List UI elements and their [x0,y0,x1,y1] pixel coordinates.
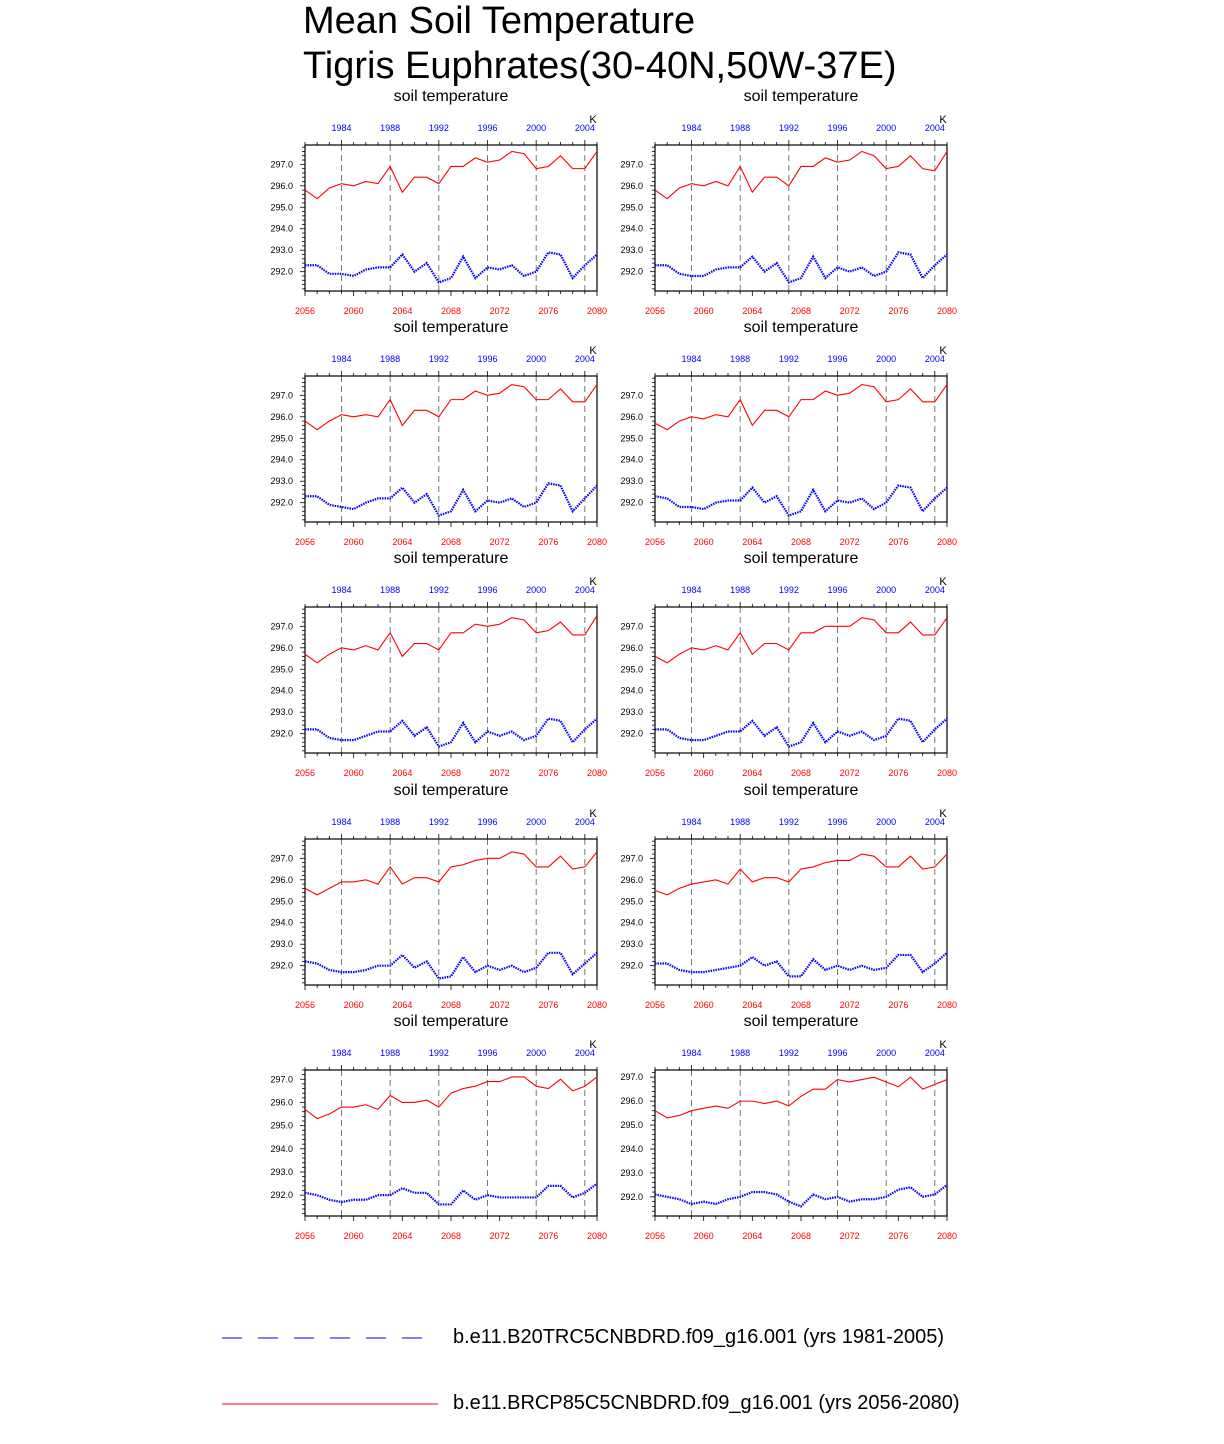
y-tick-label: 296.0 [270,180,293,191]
x-tick-label-bottom: 2076 [888,306,909,316]
x-tick-label-top: 2000 [526,354,547,364]
x-tick-label-bottom: 2068 [790,537,812,547]
y-tick-label: 296.0 [270,411,293,422]
x-tick-label-bottom: 2060 [343,1000,364,1010]
y-tick-label: 295.0 [270,1120,293,1131]
x-tick-label-top: 2000 [876,817,897,827]
series-line-historical [305,1184,597,1205]
y-tick-label: 293.0 [620,1167,643,1178]
x-tick-label-top: 1992 [778,1048,799,1058]
units-label: K [939,576,947,588]
y-tick-label: 293.0 [270,476,293,487]
x-tick-label-top: 1992 [428,817,449,827]
y-tick-label: 295.0 [620,1120,643,1131]
panel-title: soil temperature [743,88,859,105]
x-tick-label-bottom: 2064 [392,1000,413,1010]
plot-frame [305,376,597,522]
main-title-line-2: Tigris Euphrates(30-40N,50W-37E) [303,45,897,87]
plot-frame [655,376,947,522]
x-tick-label-top: 1992 [428,354,449,364]
x-tick-label-top: 1988 [380,123,401,133]
panel-title: soil temperature [743,782,859,799]
x-tick-label-bottom: 2080 [936,1231,958,1241]
x-tick-label-top: 1988 [730,1048,751,1058]
x-tick-label-top: 2004 [574,354,595,364]
y-tick-label: 296.0 [270,642,293,653]
x-tick-label-bottom: 2080 [936,1000,958,1010]
x-tick-label-bottom: 2068 [440,306,462,316]
series-line-historical [655,719,947,747]
x-tick-label-top: 1992 [428,585,449,595]
x-tick-label-top: 2000 [876,354,897,364]
panel-10 [620,1013,957,1241]
x-tick-label-bottom: 2064 [742,768,763,778]
x-tick-label-top: 1988 [380,585,401,595]
x-tick-label-top: 1996 [827,354,848,364]
y-tick-label: 296.0 [620,1096,643,1107]
x-tick-label-top: 1996 [477,585,498,595]
x-tick-label-bottom: 2080 [586,1231,608,1241]
y-tick-label: 295.0 [270,664,293,675]
x-tick-label-bottom: 2080 [586,1000,608,1010]
panel-4 [620,319,957,547]
x-tick-label-bottom: 2056 [644,768,666,778]
x-tick-label-bottom: 2072 [839,537,860,547]
y-tick-label: 292.0 [620,728,643,739]
y-tick-label: 296.0 [620,874,643,885]
panel-title: soil temperature [743,319,859,336]
x-tick-label-bottom: 2056 [294,1000,316,1010]
x-tick-label-top: 1984 [331,817,352,827]
y-tick-label: 295.0 [270,202,293,213]
x-tick-label-bottom: 2072 [489,537,510,547]
x-tick-label-bottom: 2060 [693,537,714,547]
x-tick-label-top: 1988 [380,817,401,827]
x-tick-label-top: 1984 [681,354,702,364]
panel-1 [270,88,607,316]
x-tick-label-bottom: 2076 [538,1231,559,1241]
series-line-future [655,1077,947,1118]
x-tick-label-top: 2004 [574,1048,595,1058]
y-tick-label: 292.0 [270,1190,293,1201]
y-tick-label: 296.0 [620,642,643,653]
x-tick-label-top: 1996 [827,585,848,595]
x-tick-label-top: 1996 [477,123,498,133]
y-tick-label: 293.0 [270,707,293,718]
y-tick-label: 296.0 [270,1097,293,1108]
x-tick-label-bottom: 2056 [644,537,666,547]
x-tick-label-bottom: 2068 [790,768,812,778]
x-tick-label-bottom: 2064 [742,1231,763,1241]
x-tick-label-top: 1988 [730,354,751,364]
units-label: K [939,345,947,357]
y-tick-label: 293.0 [620,707,643,718]
x-tick-label-top: 2004 [574,585,595,595]
y-tick-label: 294.0 [620,223,643,234]
x-tick-label-bottom: 2072 [839,768,860,778]
panel-title: soil temperature [393,319,509,336]
plot-frame [655,839,947,985]
x-tick-label-bottom: 2072 [839,306,860,316]
x-tick-label-top: 1988 [380,1048,401,1058]
x-tick-label-bottom: 2072 [839,1000,860,1010]
x-tick-label-top: 1996 [827,1048,848,1058]
units-label: K [589,114,597,126]
x-tick-label-top: 1992 [778,123,799,133]
x-tick-label-top: 1992 [428,123,449,133]
panel-5 [270,550,607,778]
x-tick-label-top: 2004 [924,1048,945,1058]
y-tick-label: 297.0 [270,1074,293,1085]
panel-6 [620,550,957,778]
x-tick-label-top: 1996 [827,123,848,133]
x-tick-label-bottom: 2060 [693,1231,714,1241]
x-tick-label-top: 1984 [331,123,352,133]
units-label: K [939,808,947,820]
y-tick-label: 294.0 [270,1143,293,1154]
y-tick-label: 297.0 [620,853,643,864]
x-tick-label-bottom: 2064 [392,537,413,547]
x-tick-label-bottom: 2072 [489,1231,510,1241]
x-tick-label-bottom: 2064 [392,306,413,316]
series-line-historical [305,483,597,515]
y-tick-label: 292.0 [620,960,643,971]
x-tick-label-bottom: 2056 [644,1231,666,1241]
x-tick-label-top: 2004 [924,123,945,133]
x-tick-label-top: 2000 [526,123,547,133]
x-tick-label-top: 1996 [477,817,498,827]
panel-7 [270,782,607,1010]
panel-title: soil temperature [393,1013,509,1030]
x-tick-label-bottom: 2056 [294,537,316,547]
x-tick-label-bottom: 2076 [538,768,559,778]
y-tick-label: 296.0 [270,874,293,885]
x-tick-label-bottom: 2080 [586,768,608,778]
x-tick-label-top: 1984 [681,123,702,133]
y-tick-label: 297.0 [620,159,643,170]
x-tick-label-bottom: 2068 [440,768,462,778]
y-tick-label: 297.0 [620,390,643,401]
x-tick-label-top: 1996 [477,1048,498,1058]
y-tick-label: 295.0 [270,433,293,444]
series-line-future [655,385,947,430]
x-tick-label-top: 2000 [526,1048,547,1058]
series-line-future [305,385,597,430]
x-tick-label-top: 1996 [827,817,848,827]
x-tick-label-top: 2000 [526,817,547,827]
units-label: K [589,345,597,357]
units-label: K [589,808,597,820]
x-tick-label-top: 1988 [380,354,401,364]
y-tick-label: 295.0 [620,896,643,907]
panel-title: soil temperature [393,550,509,567]
x-tick-label-bottom: 2064 [742,537,763,547]
y-tick-label: 295.0 [270,896,293,907]
y-tick-label: 294.0 [270,917,293,928]
x-tick-label-top: 2004 [574,123,595,133]
panel-2 [620,88,957,316]
series-line-historical [655,1185,947,1207]
y-tick-label: 294.0 [620,917,643,928]
x-tick-label-bottom: 2056 [294,1231,316,1241]
y-tick-label: 293.0 [620,939,643,950]
series-line-future [655,618,947,663]
units-label: K [589,1039,597,1051]
series-line-historical [305,953,597,979]
series-line-future [305,616,597,663]
y-tick-label: 292.0 [620,1191,643,1202]
series-line-historical [655,252,947,282]
x-tick-label-bottom: 2080 [936,537,958,547]
x-tick-label-top: 1984 [331,585,352,595]
series-line-historical [305,252,597,282]
panel-title: soil temperature [743,550,859,567]
x-tick-label-top: 2004 [574,817,595,827]
y-tick-label: 294.0 [270,685,293,696]
y-tick-label: 293.0 [620,245,643,256]
y-tick-label: 295.0 [620,202,643,213]
x-tick-label-top: 1984 [681,817,702,827]
plot-frame [305,1070,597,1216]
x-tick-label-bottom: 2060 [343,306,364,316]
panel-title: soil temperature [393,88,509,105]
x-tick-label-top: 2000 [876,1048,897,1058]
y-tick-label: 294.0 [620,454,643,465]
series-line-future [655,854,947,895]
x-tick-label-top: 1988 [730,585,751,595]
x-tick-label-top: 2004 [924,585,945,595]
y-tick-label: 293.0 [270,1166,293,1177]
y-tick-label: 294.0 [270,454,293,465]
y-tick-label: 297.0 [270,853,293,864]
x-tick-label-top: 2000 [526,585,547,595]
x-tick-label-bottom: 2060 [693,306,714,316]
panel-9 [270,1013,607,1241]
panel-title: soil temperature [743,1013,859,1030]
x-tick-label-bottom: 2076 [538,537,559,547]
x-tick-label-top: 1988 [730,123,751,133]
y-tick-label: 294.0 [270,223,293,234]
series-line-future [305,151,597,198]
x-tick-label-bottom: 2068 [790,1000,812,1010]
units-label: K [939,114,947,126]
y-tick-label: 292.0 [620,497,643,508]
series-line-historical [655,486,947,516]
panel-title: soil temperature [393,782,509,799]
y-tick-label: 296.0 [620,180,643,191]
x-tick-label-bottom: 2080 [936,768,958,778]
x-tick-label-bottom: 2076 [888,1000,909,1010]
x-tick-label-bottom: 2064 [392,1231,413,1241]
x-tick-label-top: 1992 [778,817,799,827]
y-tick-label: 294.0 [620,1143,643,1154]
y-tick-label: 294.0 [620,685,643,696]
series-line-future [305,852,597,895]
panel-3 [270,319,607,547]
x-tick-label-top: 1984 [681,1048,702,1058]
x-tick-label-bottom: 2068 [790,1231,812,1241]
x-tick-label-top: 2000 [876,585,897,595]
x-tick-label-bottom: 2064 [742,1000,763,1010]
x-tick-label-bottom: 2060 [343,1231,364,1241]
x-tick-label-bottom: 2072 [489,1000,510,1010]
y-tick-label: 297.0 [620,621,643,632]
x-tick-label-top: 1992 [778,354,799,364]
x-tick-label-bottom: 2068 [440,1231,462,1241]
x-tick-label-bottom: 2072 [839,1231,860,1241]
y-tick-label: 297.0 [620,1072,643,1083]
plot-frame [305,607,597,753]
x-tick-label-bottom: 2076 [888,768,909,778]
x-tick-label-bottom: 2076 [538,1000,559,1010]
series-line-future [655,151,947,198]
x-tick-label-top: 1988 [730,817,751,827]
x-tick-label-bottom: 2056 [644,1000,666,1010]
x-tick-label-bottom: 2068 [790,306,812,316]
y-tick-label: 297.0 [270,159,293,170]
y-tick-label: 292.0 [270,960,293,971]
legend-label-historical: b.e11.B20TRC5CNBDRD.f09_g16.001 (yrs 1981-2005) [453,1326,945,1348]
x-tick-label-top: 2004 [924,817,945,827]
x-tick-label-bottom: 2060 [343,537,364,547]
y-tick-label: 295.0 [620,664,643,675]
plot-frame [305,839,597,985]
main-title-line-1: Mean Soil Temperature [303,0,696,42]
x-tick-label-bottom: 2080 [936,306,958,316]
series-line-historical [305,719,597,747]
x-tick-label-bottom: 2060 [693,768,714,778]
x-tick-label-bottom: 2072 [489,306,510,316]
plot-frame [655,1070,947,1216]
x-tick-label-top: 2000 [876,123,897,133]
x-tick-label-bottom: 2064 [742,306,763,316]
y-tick-label: 293.0 [270,245,293,256]
x-tick-label-bottom: 2068 [440,537,462,547]
x-tick-label-top: 1992 [778,585,799,595]
x-tick-label-bottom: 2076 [888,537,909,547]
series-line-future [305,1077,597,1119]
y-tick-label: 296.0 [620,411,643,422]
x-tick-label-top: 2004 [924,354,945,364]
y-tick-label: 297.0 [270,621,293,632]
series-line-historical [655,953,947,977]
x-tick-label-bottom: 2056 [294,306,316,316]
units-label: K [939,1039,947,1051]
x-tick-label-bottom: 2080 [586,306,608,316]
x-tick-label-bottom: 2056 [294,768,316,778]
x-tick-label-bottom: 2060 [693,1000,714,1010]
panel-8 [620,782,957,1010]
y-tick-label: 297.0 [270,390,293,401]
y-tick-label: 293.0 [270,939,293,950]
y-tick-label: 295.0 [620,433,643,444]
x-tick-label-top: 1996 [477,354,498,364]
y-tick-label: 292.0 [620,266,643,277]
x-tick-label-top: 1984 [331,1048,352,1058]
x-tick-label-bottom: 2076 [538,306,559,316]
x-tick-label-bottom: 2064 [392,768,413,778]
y-tick-label: 292.0 [270,728,293,739]
x-tick-label-top: 1984 [331,354,352,364]
y-tick-label: 292.0 [270,266,293,277]
legend-label-future: b.e11.BRCP85C5CNBDRD.f09_g16.001 (yrs 2056-2080) [453,1392,960,1414]
x-tick-label-bottom: 2076 [888,1231,909,1241]
x-tick-label-bottom: 2056 [644,306,666,316]
x-tick-label-bottom: 2060 [343,768,364,778]
y-tick-label: 293.0 [620,476,643,487]
y-tick-label: 292.0 [270,497,293,508]
x-tick-label-bottom: 2080 [586,537,608,547]
x-tick-label-top: 1984 [681,585,702,595]
x-tick-label-top: 1992 [428,1048,449,1058]
x-tick-label-bottom: 2068 [440,1000,462,1010]
x-tick-label-bottom: 2072 [489,768,510,778]
units-label: K [589,576,597,588]
